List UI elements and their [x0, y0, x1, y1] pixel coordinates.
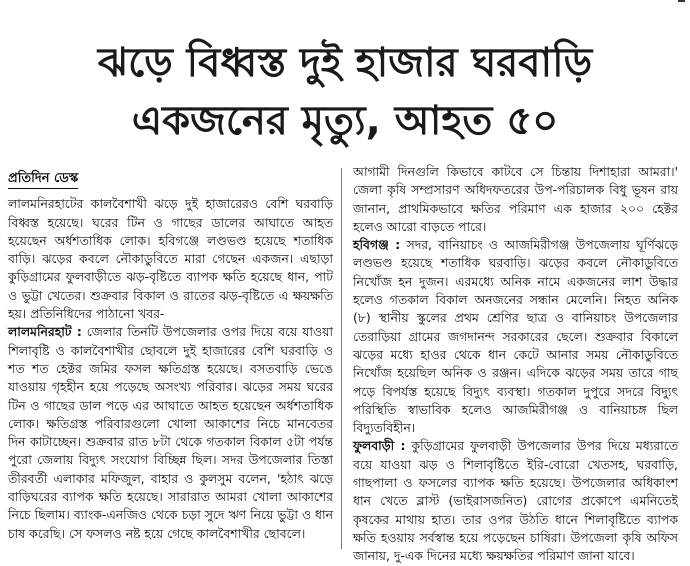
headline [0, 34, 690, 150]
column-divider [341, 168, 342, 549]
subhead-lalmonirhat: লালমনিরহাট : [8, 324, 82, 340]
paragraph-habiganj [353, 236, 678, 437]
paragraph-lalmonirhat [8, 323, 333, 543]
subhead-phulbari: ফুলবাড়ী : [353, 438, 406, 454]
paragraph-phulbari-text: কুড়িগ্রামের ফুলবাড়ী উপজেলার উপর দিয়ে মধ্যরাতে বয়ে যাওয়া ঝড় ও শিলাবৃষ্টিতে ইরি-বোরো খেতসহ, ঘরবাড়ি, গাছপালা ও ফসলের ব্যাপক ক্ষতি হয়েছে। উপজেলার অধিকাংশ ধান খেতে ব্লাস্ট (ভাইরাসজনিত) রোগের প্রকোপে এমনিতেই কৃষকের মাথায় হাত। তার ওপর উঠতি ধানে শিলাবৃষ্টিতে ব্যাপক ক্ষতি হওয়ায় সর্বস্বান্ত হয়ে পড়েছেন চাষিরা। উপজেলা কৃষি অফিস জানায়, দু-এক দিনের মধ্যে ক্ষয়ক্ষতির পরিমাণ জানা যাবে। [353, 438, 678, 564]
paragraph-phulbari [353, 437, 678, 565]
headline-line-1: ঝড়ে বিধ্বস্ত দুই হাজার ঘরবাড়ি [97, 40, 593, 86]
column-right [353, 163, 678, 564]
edge-mark [678, 0, 685, 2]
paragraph-intro: লালমনিরহাটের কালবৈশাখী ঝড়ে দুই হাজারেরও বেশি ঘরবাড়ি বিধ্বস্ত হয়েছে। ঘরের টিন ও গাছের ডালের আঘাতে আহত হয়েছেন অর্ধশতাধিক লোক। হবিগঞ্জে লণ্ডভণ্ড হয়েছে শতাধিক বাড়ি। ঝড়ের কবলে নৌকাডুবিতে মারা গেছেন একজন। এছাড়া কুড়িগ্রামের ফুলবাড়ীতে ঝড়-বৃষ্টিতে ব্যাপক ক্ষতি হয়েছে ধান, পাট ও ভুট্টা খেতের। শুক্রবার বিকাল ও রাতের ঝড়-বৃষ্টিতে এ ক্ষয়ক্ষতি হয়। প্রতিনিধিদের পাঠানো খবর- [8, 196, 333, 322]
column-left [8, 168, 333, 549]
top-edge [0, 0, 690, 6]
paragraph-continued: আগামী দিনগুলি কিভাবে কাটবে সে চিন্তায় দিশাহারা আমরা।' জেলা কৃষি সম্প্রসারণ অধিদফতরের উপ-পরিচালক বিধু ভূষন রায় জানান, প্রাথমিকভাবে ক্ষতির পরিমাণ এক হাজার ২০০ হেক্টর হলেও আরো বাড়তে পারে। [353, 164, 678, 234]
article-body [8, 164, 686, 564]
dateline: প্রতিদিন ডেস্ক [8, 170, 78, 189]
paragraph-habiganj-text: সদর, বানিয়াচং ও আজমিরীগঞ্জ উপজেলায় ঘূর্ণিঝড়ে লণ্ডভণ্ড হয়েছে শতাধিক ঘরবাড়ি। ঝড়ের কবলে নৌকাডুবিতে নিখোঁজ হন দুজন। এরমধ্যে অনিক নামে একজনের লাশ উদ্ধার হলেও গতকাল বিকাল অনজনের সন্ধান মেলেনি। নিহত অনিক (৮) স্থানীয় স্কুলের প্রথম শ্রেণির ছাত্র ও বানিয়াচং উপজেলার তেরাড়িয়া গ্রামের জগদানন্দ সরকারের ছেলে। শুক্রবার বিকালে ঝড়ের মধ্যে হাওর থেকে ধান কেটে আনার সময় নৌকাডুবিতে নিখোঁজ হয়েছিল অনিক ও রঞ্জন। এদিকে ঝড়ের সময় তারে গাছ পড়ে বিপর্যস্ত হয়েছে বিদ্যুৎ ব্যবস্থা। গতকাল দুপুরে সদরে বিদ্যুৎ পরিস্থিতি স্বাভাবিক হলেও আজমিরীগঞ্জ ও বানিয়াচঙ্গ ছিল বিদ্যুতবিহীন। [353, 237, 678, 436]
paragraph-lalmonirhat-text: জেলার তিনটি উপজেলার ওপর দিয়ে বয়ে যাওয়া শিলাবৃষ্টি ও কালবৈশাখীর ছোবলে দুই হাজারের বেশি ঘরবাড়ি ও শত শত হেক্টর জমির ফসল ক্ষতিগ্রস্ত হয়েছে। বসতবাড়ি ভেঙে যাওয়ায় গৃহহীন হয়ে পড়েছে অসংখ্য পরিবার। ঝড়ের সময় ঘরের টিন ও গাছের ডাল পড়ে এর আঘাতে আহত হয়েছেন অর্ধশতাধিক লোক। ক্ষতিগ্রস্ত পরিবারগুলো খোলা আকাশের নিচে মানবেতর দিন কাটাচ্ছেন। শুক্রবার রাত ৮টা থেকে গতকাল বিকাল ৫টা পর্যন্ত পুরো জেলায় বিদ্যুৎ সংযোগ বিচ্ছিন্ন ছিল। সদর উপজেলার তিস্তা তীরবর্তী এলাকার মফিজুল, বাহার ও কুলসুম বলেন, 'হঠাৎ ঝড়ে বাড়িঘরের ব্যাপক ক্ষতি হয়েছে। সারারাত আমরা খোলা আকাশের নিচে ছিলাম। ব্যাংক-এনজিও থেকে চড়া সুদে ঋণ নিয়ে ভুট্টা ও ধান চাষ করেছি। সে ফসলও নষ্ট হয়ে গেছে কালবৈশাখীর ছোবলে। [8, 324, 333, 541]
subhead-habiganj: হবিগঞ্জ : [353, 237, 401, 253]
headline-line-2: একজনের মৃত্যু, আহত ৫০ [131, 98, 559, 144]
